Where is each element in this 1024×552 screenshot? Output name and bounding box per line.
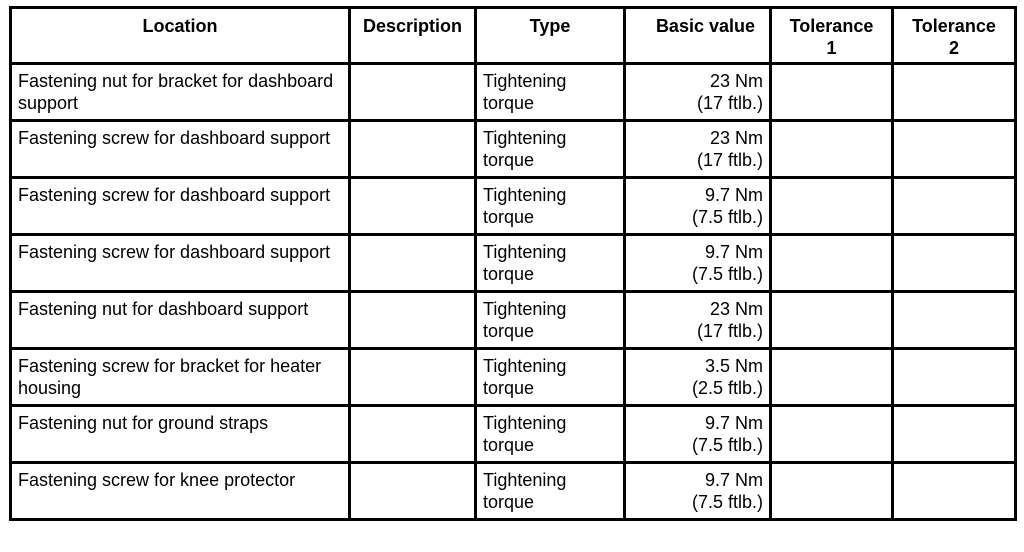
cell-location: Fastening nut for dashboard support — [11, 292, 350, 349]
cell-value-line1: 9.7 Nm — [704, 185, 763, 205]
cell-type — [476, 292, 625, 349]
cell-location: Fastening screw for dashboard support — [11, 235, 350, 292]
cell-value-line2: (17 ftlb.) — [696, 150, 763, 170]
cell-type-line2: torque — [483, 435, 535, 455]
cell-type-line1: Tightening — [483, 242, 567, 262]
cell-type-line1: Tightening — [483, 413, 567, 433]
header-row — [11, 8, 1016, 64]
header-location: Location — [11, 8, 350, 64]
cell-tolerance-2 — [893, 349, 1016, 406]
cell-location: Fastening screw for dashboard support — [11, 121, 350, 178]
header-tolerance-1-line2: 1 — [826, 38, 837, 58]
header-description: Description — [350, 8, 476, 64]
cell-value-line2: (7.5 ftlb.) — [691, 492, 763, 512]
cell-type-line1: Tightening — [483, 299, 567, 319]
cell-type — [476, 178, 625, 235]
cell-tolerance-2 — [893, 406, 1016, 463]
cell-basic-value — [625, 64, 771, 121]
cell-basic-value — [625, 178, 771, 235]
cell-type-line1: Tightening — [483, 128, 567, 148]
cell-tolerance-1 — [771, 64, 893, 121]
cell-value-line1: 23 Nm — [709, 299, 763, 319]
header-tolerance-1-line1: Tolerance — [789, 16, 874, 36]
cell-tolerance-2 — [893, 121, 1016, 178]
cell-type-line2: torque — [483, 207, 535, 227]
cell-type-line2: torque — [483, 93, 535, 113]
cell-tolerance-2 — [893, 292, 1016, 349]
cell-value-line1: 23 Nm — [709, 71, 763, 91]
cell-type — [476, 235, 625, 292]
cell-description — [350, 178, 476, 235]
table-row — [11, 235, 1016, 292]
cell-value-line1: 9.7 Nm — [704, 242, 763, 262]
table-row — [11, 463, 1016, 520]
cell-tolerance-1 — [771, 178, 893, 235]
header-type: Type — [476, 8, 625, 64]
cell-value-line2: (7.5 ftlb.) — [691, 207, 763, 227]
cell-basic-value — [625, 406, 771, 463]
cell-location: Fastening screw for bracket for heater housing — [11, 349, 350, 406]
cell-location: Fastening screw for dashboard support — [11, 178, 350, 235]
cell-value-line1: 9.7 Nm — [704, 470, 763, 490]
cell-type-line2: torque — [483, 378, 535, 398]
cell-tolerance-1 — [771, 463, 893, 520]
cell-location: Fastening nut for ground straps — [11, 406, 350, 463]
cell-tolerance-1 — [771, 121, 893, 178]
cell-description — [350, 64, 476, 121]
table-row — [11, 406, 1016, 463]
cell-type — [476, 349, 625, 406]
table-row — [11, 121, 1016, 178]
cell-value-line1: 23 Nm — [709, 128, 763, 148]
table-row — [11, 349, 1016, 406]
cell-description — [350, 121, 476, 178]
cell-value-line1: 3.5 Nm — [704, 356, 763, 376]
cell-value-line2: (7.5 ftlb.) — [691, 264, 763, 284]
cell-tolerance-2 — [893, 463, 1016, 520]
cell-type-line1: Tightening — [483, 71, 567, 91]
cell-value-line2: (7.5 ftlb.) — [691, 435, 763, 455]
cell-type-line2: torque — [483, 264, 535, 284]
cell-description — [350, 292, 476, 349]
cell-basic-value — [625, 292, 771, 349]
header-tolerance-2-line2: 2 — [948, 38, 959, 58]
table-row — [11, 178, 1016, 235]
cell-description — [350, 235, 476, 292]
header-tolerance-1 — [771, 8, 893, 64]
header-tolerance-2-line1: Tolerance — [912, 16, 996, 36]
cell-type-line2: torque — [483, 492, 535, 512]
cell-tolerance-2 — [893, 64, 1016, 121]
table-row — [11, 292, 1016, 349]
cell-type-line1: Tightening — [483, 356, 567, 376]
cell-tolerance-2 — [893, 178, 1016, 235]
cell-value-line2: (17 ftlb.) — [696, 321, 763, 341]
cell-tolerance-1 — [771, 292, 893, 349]
cell-value-line2: (17 ftlb.) — [696, 93, 763, 113]
cell-description — [350, 406, 476, 463]
cell-description — [350, 463, 476, 520]
cell-basic-value — [625, 235, 771, 292]
table-row — [11, 64, 1016, 121]
cell-tolerance-1 — [771, 349, 893, 406]
cell-description — [350, 349, 476, 406]
torque-spec-table — [9, 6, 1017, 521]
cell-type — [476, 463, 625, 520]
cell-type-line2: torque — [483, 321, 535, 341]
torque-spec-table-container — [9, 6, 1017, 521]
cell-basic-value — [625, 349, 771, 406]
cell-tolerance-1 — [771, 235, 893, 292]
cell-type — [476, 121, 625, 178]
cell-type — [476, 64, 625, 121]
cell-location: Fastening nut for bracket for dashboard support — [11, 64, 350, 121]
cell-value-line2: (2.5 ftlb.) — [691, 378, 763, 398]
header-tolerance-2 — [893, 8, 1016, 64]
cell-tolerance-2 — [893, 235, 1016, 292]
cell-type-line1: Tightening — [483, 470, 567, 490]
cell-tolerance-1 — [771, 406, 893, 463]
header-basic-value: Basic value — [625, 8, 771, 64]
cell-basic-value — [625, 463, 771, 520]
cell-type-line2: torque — [483, 150, 535, 170]
cell-value-line1: 9.7 Nm — [704, 413, 763, 433]
cell-type — [476, 406, 625, 463]
cell-location: Fastening screw for knee protector — [11, 463, 350, 520]
cell-type-line1: Tightening — [483, 185, 567, 205]
cell-basic-value — [625, 121, 771, 178]
